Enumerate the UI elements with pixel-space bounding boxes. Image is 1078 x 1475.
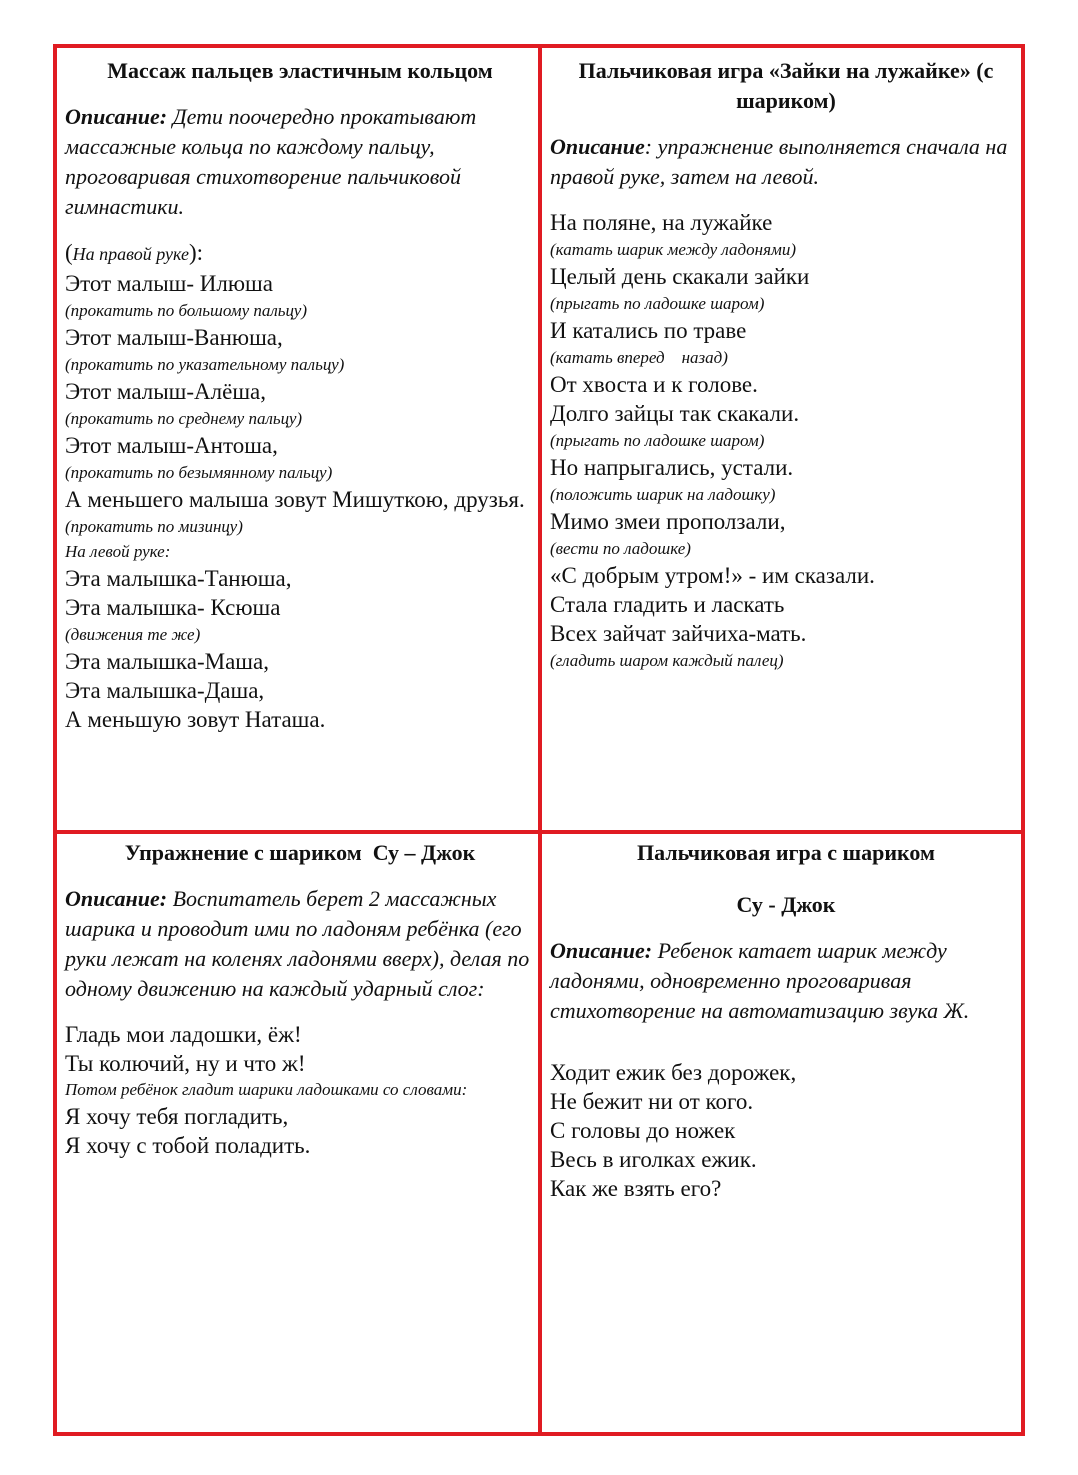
instruction-note: (катать шарик между ладонями) bbox=[550, 240, 796, 259]
verse-line: Целый день скакали зайки bbox=[550, 264, 810, 289]
verse-line: Этот малыш- Илюша bbox=[65, 271, 273, 296]
card-title: Пальчиковая игра с шариком bbox=[637, 840, 935, 865]
verse-line: Эта малышка-Маша, bbox=[65, 649, 269, 674]
card-title: Пальчиковая игра «Зайки на лужайке» (с шариком) bbox=[578, 58, 994, 113]
verse-line: А меньшего малыша зовут Мишуткою, друзья. bbox=[65, 487, 525, 512]
verse-line: Но напрыгались, устали. bbox=[550, 455, 794, 480]
verse-line: Ходит ежик без дорожек, bbox=[550, 1060, 797, 1085]
verse-line: Эта малышка- Ксюша bbox=[65, 595, 281, 620]
description-text: Дети поочередно прокатывают массажные кольца по каждому пальцу, проговаривая стихотворение пальчиковой гимнастики. bbox=[65, 104, 477, 219]
verse-line: Этот малыш-Ванюша, bbox=[65, 325, 283, 350]
verse-line: Этот малыш-Антоша, bbox=[65, 433, 278, 458]
verse-line: Гладь мои ладошки, ёж! bbox=[65, 1022, 302, 1047]
left-hand-label: На левой руке: bbox=[65, 542, 171, 561]
verse-line: Мимо змеи проползали, bbox=[550, 509, 786, 534]
card-description bbox=[550, 936, 1022, 1026]
instruction-note: (прыгать по ладошке шаром) bbox=[550, 431, 765, 450]
worksheet-grid bbox=[53, 44, 1025, 1436]
card-bunnies-game bbox=[550, 56, 1022, 673]
verse-line: Долго зайцы так скакали. bbox=[550, 401, 800, 426]
verse-line: Весь в иголках ежик. bbox=[550, 1147, 757, 1172]
card-su-jok-game bbox=[550, 838, 1022, 1203]
description-label: Описание: bbox=[550, 938, 653, 963]
description-text: : упражнение выполняется сначала на правой руке, затем на левой. bbox=[550, 134, 1008, 189]
instruction-note: (прыгать по ладошке шаром) bbox=[550, 294, 765, 313]
instruction-note: (движения те же) bbox=[65, 625, 201, 644]
instruction-note: (прокатить по большому пальцу) bbox=[65, 301, 307, 320]
paren-close: ): bbox=[188, 240, 204, 265]
instruction-note: (прокатить по указательному пальцу) bbox=[65, 355, 345, 374]
verse-line: «С добрым утром!» - им сказали. bbox=[550, 563, 875, 588]
verse-line: Не бежит ни от кого. bbox=[550, 1089, 754, 1114]
card-description bbox=[550, 132, 1022, 192]
card-description bbox=[65, 884, 535, 1004]
card-su-jok-exercise bbox=[65, 838, 535, 1160]
instruction-note: (гладить шаром каждый палец) bbox=[550, 651, 784, 670]
right-hand-text: На правой руке bbox=[72, 244, 189, 264]
verse-line: Я хочу тебя погладить, bbox=[65, 1104, 289, 1129]
description-text: Ребенок катает шарик между ладонями, одновременно проговаривая стихотворение на автоматизацию звука Ж. bbox=[550, 938, 970, 1023]
verse-line: Этот малыш-Алёша, bbox=[65, 379, 267, 404]
verse-line: На поляне, на лужайке bbox=[550, 210, 773, 235]
verse-line: С головы до ножек bbox=[550, 1118, 736, 1143]
instruction-note: (прокатить по среднему пальцу) bbox=[65, 409, 303, 428]
verse-line: Стала гладить и ласкать bbox=[550, 592, 785, 617]
verse-line: Как же взять его? bbox=[550, 1176, 722, 1201]
description-label: Описание: bbox=[65, 104, 168, 129]
vertical-divider bbox=[538, 48, 542, 1432]
verse-line: От хвоста и к голове. bbox=[550, 372, 758, 397]
verse-line: Всех зайчат зайчиха-мать. bbox=[550, 621, 807, 646]
instruction-note: (вести по ладошке) bbox=[550, 539, 691, 558]
card-title: Упражнение с шариком Су – Джок bbox=[124, 840, 476, 865]
verse-line: И катались по траве bbox=[550, 318, 747, 343]
verse-line: Ты колючий, ну и что ж! bbox=[65, 1051, 306, 1076]
description-label: Описание bbox=[550, 134, 645, 159]
card-subtitle: Су - Джок bbox=[736, 892, 836, 917]
description-text: Воспитатель берет 2 массажных шарика и проводит ими по ладоням ребёнка (его руки лежат на коленях ладонями вверх), делая по одному движению на каждый ударный слог: bbox=[65, 886, 530, 1001]
card-title: Массаж пальцев эластичным кольцом bbox=[107, 58, 493, 83]
right-hand-label bbox=[65, 238, 535, 269]
description-label: Описание: bbox=[65, 886, 168, 911]
instruction-note: (прокатить по безымянному пальцу) bbox=[65, 463, 333, 482]
instruction-note: (положить шарик на ладошку) bbox=[550, 485, 776, 504]
verse-line: Я хочу с тобой поладить. bbox=[65, 1133, 311, 1158]
card-description bbox=[65, 102, 535, 222]
card-ring-massage bbox=[65, 56, 535, 734]
horizontal-divider bbox=[57, 830, 1021, 834]
paren-open: ( bbox=[65, 240, 73, 265]
verse-line: Эта малышка-Даша, bbox=[65, 678, 265, 703]
instruction-note: (прокатить по мизинцу) bbox=[65, 517, 243, 536]
instruction-note: (катать вперед назад) bbox=[550, 348, 728, 367]
verse-line: А меньшую зовут Наташа. bbox=[65, 707, 326, 732]
verse-line: Эта малышка-Танюша, bbox=[65, 566, 292, 591]
instruction-note: Потом ребёнок гладит шарики ладошками со словами: bbox=[65, 1080, 468, 1099]
